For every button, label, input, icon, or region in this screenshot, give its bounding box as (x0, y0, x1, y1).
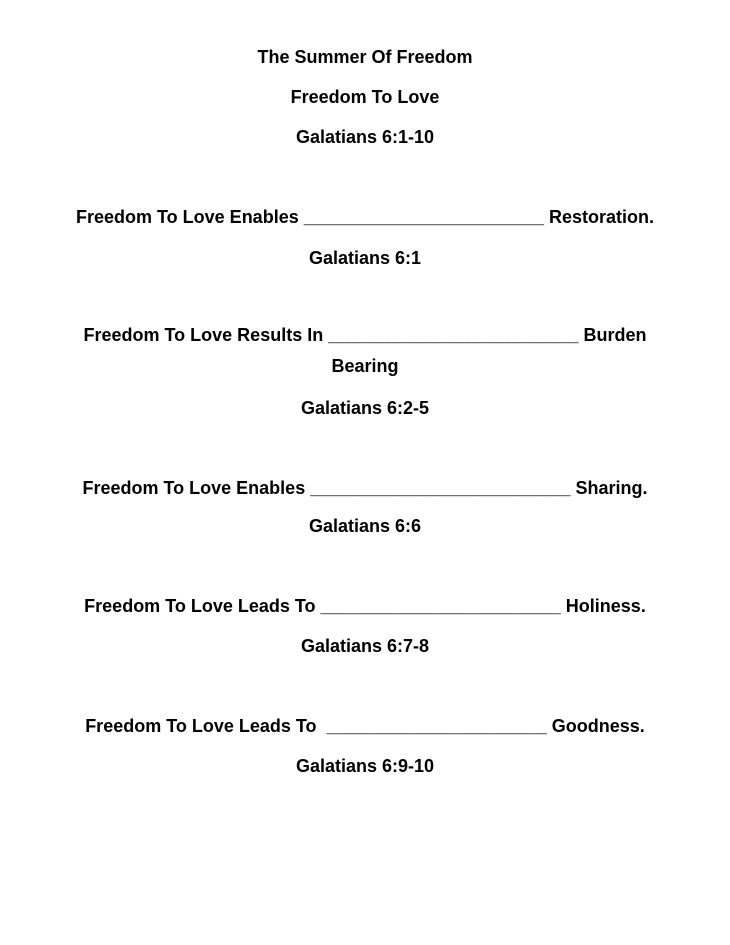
document-title: The Summer Of Freedom (257, 47, 473, 67)
point-reference: Galatians 6:6 (308, 516, 422, 536)
document-scripture: Galatians 6:1-10 (295, 127, 435, 147)
point-statement: Freedom To Love Enables ________________________ Restoration. (76, 207, 654, 227)
point-reference: Galatians 6:1 (308, 248, 422, 268)
point-statement: Freedom To Love Enables __________________________ Sharing. (82, 478, 648, 498)
point-statement: Freedom To Love Leads To ______________________ Goodness. (85, 716, 645, 736)
point-reference: Galatians 6:9-10 (295, 756, 435, 776)
point-reference: Galatians 6:2-5 (300, 398, 430, 418)
point-reference: Galatians 6:7-8 (300, 636, 430, 656)
document-subtitle: Freedom To Love (290, 87, 440, 107)
point-statement: Freedom To Love Results In _________________________ Burden Bearing (83, 325, 647, 376)
point-statement: Freedom To Love Leads To ________________________ Holiness. (84, 596, 646, 616)
